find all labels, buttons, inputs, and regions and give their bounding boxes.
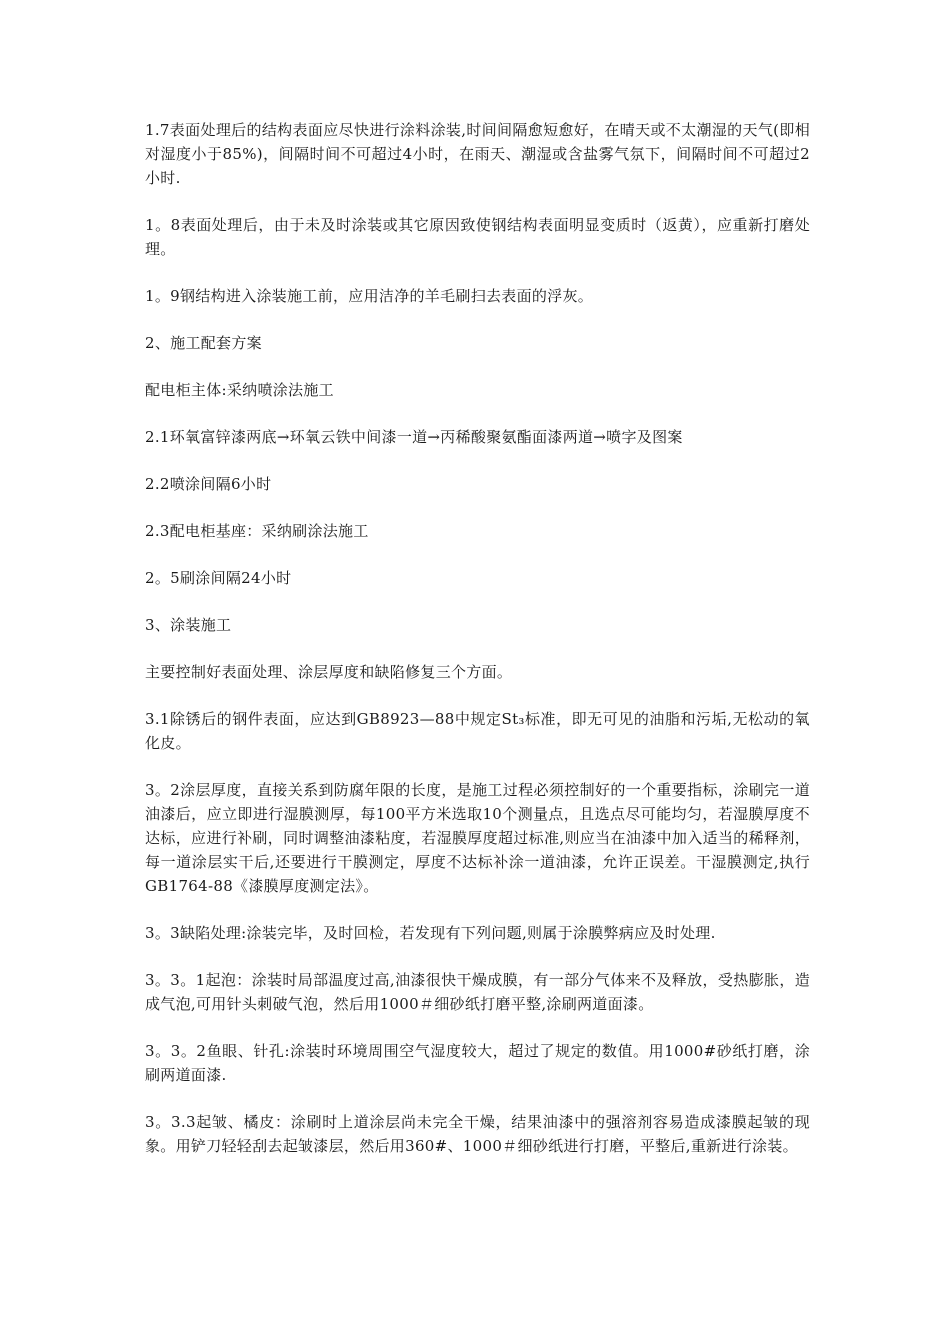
paragraph-cabinet-body: 配电柜主体:采纳喷涂法施工 (145, 381, 334, 399)
paragraph-1-8: 1。8表面处理后，由于未及时涂装或其它原因致使钢结构表面明显变质时（返黄），应重新打磨处理。 (145, 216, 810, 258)
section-heading-2: 2、施工配套方案 (145, 334, 262, 352)
paragraph-2-2: 2.2喷涂间隔6小时 (145, 475, 272, 493)
document-body (145, 118, 810, 1181)
paragraph-3-3-2: 3。3。2鱼眼、针孔:涂装时环境周围空气湿度较大，超过了规定的数值。用1000#砂纸打磨，涂刷两道面漆. (145, 1042, 810, 1084)
paragraph-3-2: 3。2涂层厚度，直接关系到防腐年限的长度，是施工过程必须控制好的一个重要指标，涂刷完一道油漆后，应立即进行湿膜测厚，每100平方米选取10个测量点，且选点尽可能均匀，若湿膜厚度不达标，应进行补刷，同时调整油漆粘度，若湿膜厚度超过标准,则应当在油漆中加入适当的稀释剂，每一道涂层实干后,还要进行干膜测定，厚度不达标补涂一道油漆，允许正误差。干湿膜测定,执行GB1764-88《漆膜厚度测定法》。 (145, 781, 810, 895)
paragraph-3-1: 3.1除锈后的钢件表面，应达到GB8923—88中规定St₃标准，即无可见的油脂和污垢,无松动的氧化皮。 (145, 710, 810, 752)
paragraph-3-3-1: 3。3。1起泡：涂装时局部温度过高,油漆很快干燥成膜，有一部分气体来不及释放，受热膨胀，造成气泡,可用针头刺破气泡，然后用1000＃细砂纸打磨平整,涂刷两道面漆。 (145, 971, 810, 1013)
paragraph-2-3: 2.3配电柜基座：采纳刷涂法施工 (145, 522, 369, 540)
paragraph-2-5: 2。5刷涂间隔24小时 (145, 569, 292, 587)
paragraph-1-7: 1.7表面处理后的结构表面应尽快进行涂料涂装,时间间隔愈短愈好，在晴天或不太潮湿的天气(即相对湿度小于85%)，间隔时间不可超过4小时，在雨天、潮湿或含盐雾气氛下，间隔时间不可超过2小时. (145, 121, 810, 187)
paragraph-3-intro: 主要控制好表面处理、涂层厚度和缺陷修复三个方面。 (145, 663, 513, 681)
section-heading-3: 3、涂装施工 (145, 616, 232, 634)
paragraph-3-3-3: 3。3.3起皱、橘皮：涂刷时上道涂层尚未完全干燥，结果油漆中的强溶剂容易造成漆膜起皱的现象。用铲刀轻轻刮去起皱漆层，然后用360#、1000＃细砂纸进行打磨，平整后,重新进行涂装。 (145, 1113, 810, 1155)
paragraph-3-3: 3。3缺陷处理:涂装完毕，及时回检，若发现有下列问题,则属于涂膜弊病应及时处理. (145, 924, 716, 942)
paragraph-1-9: 1。9钢结构进入涂装施工前，应用洁净的羊毛刷扫去表面的浮灰。 (145, 287, 594, 305)
paragraph-2-1: 2.1环氧富锌漆两底→环氧云铁中间漆一道→丙稀酸聚氨酯面漆两道→喷字及图案 (145, 428, 683, 446)
